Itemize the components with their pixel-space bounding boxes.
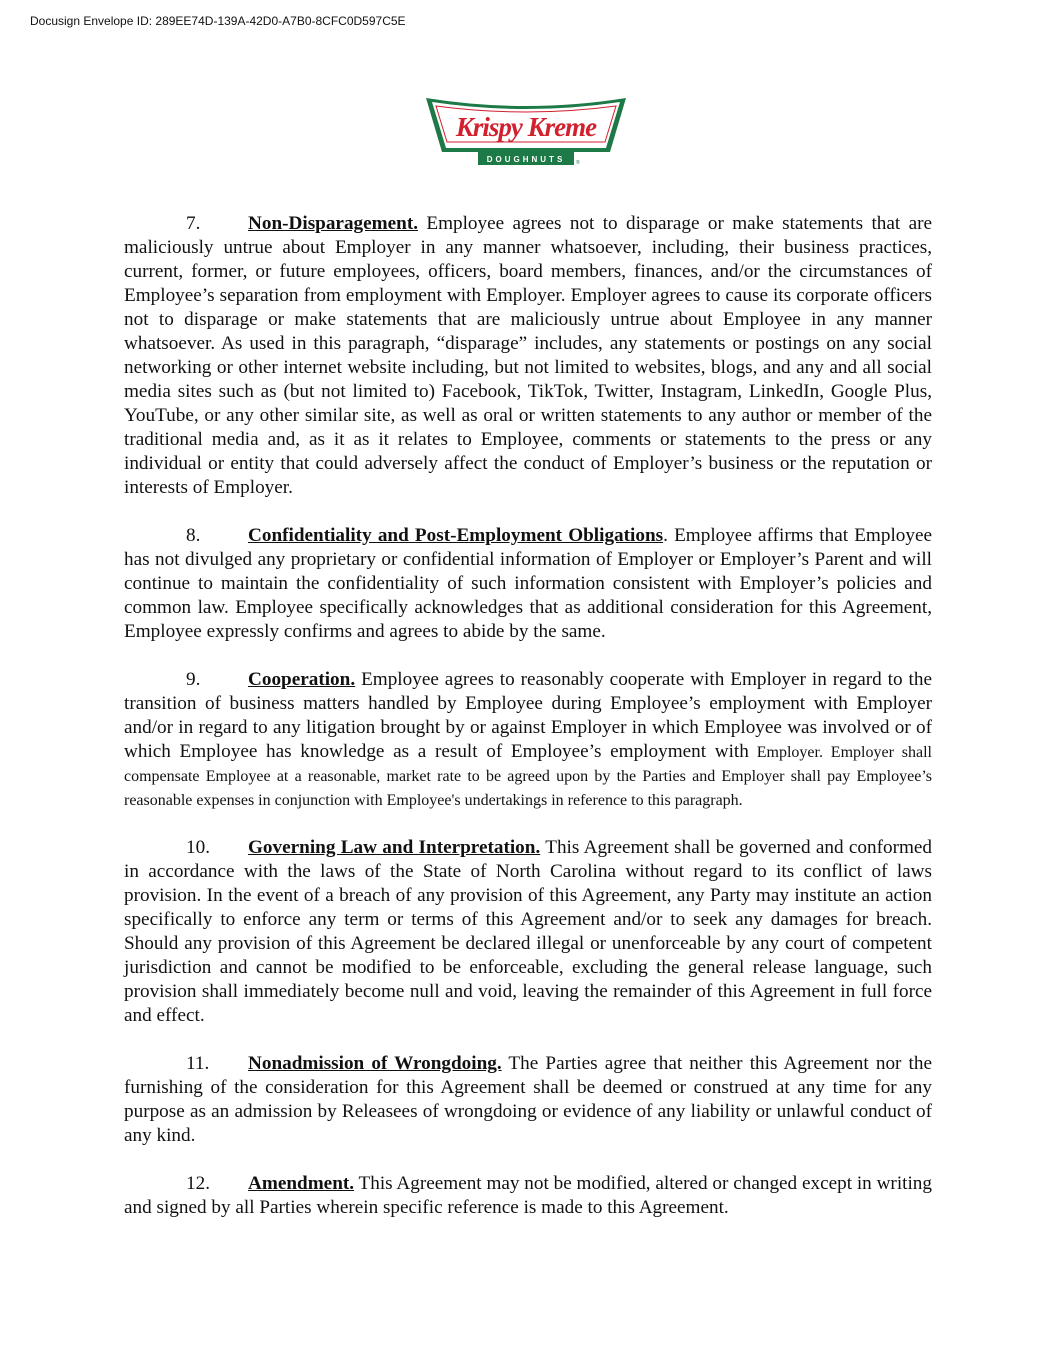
- section-number: 11.: [186, 1053, 210, 1074]
- section-12: [124, 1172, 932, 1220]
- section-heading: Non-Disparagement.: [248, 213, 419, 234]
- registered-mark-icon: ®: [576, 160, 580, 166]
- section-number: 7.: [186, 213, 201, 234]
- logo-subtext: DOUGHNUTS: [486, 155, 566, 164]
- section-9: [124, 668, 932, 812]
- document-body: [124, 212, 932, 1244]
- section-body: This Agreement may not be modified, altered or changed except in writing and signed by all Parties wherein specific reference is made to this Agreement.: [124, 1173, 932, 1218]
- section-heading: Nonadmission of Wrongdoing.: [248, 1053, 502, 1074]
- section-7: [124, 212, 932, 500]
- logo-wordmark: Krispy Kreme: [455, 112, 597, 142]
- section-heading: Cooperation.: [248, 669, 356, 690]
- section-body: This Agreement shall be governed and conformed in accordance with the laws of the State of North Carolina without regard to its conflict of laws provision. In the event of a breach of any provision of this Agreement, any Party may institute an action specifically to enforce any term or terms of this Agreement and/or to seek any damages for breach. Should any provision of this Agreement be declared illegal or unenforceable by any court of competent jurisdiction and cannot be modified to be enforceable, excluding the general release language, such provision shall immediately become null and void, leaving the remainder of this Agreement in full force and effect.: [124, 837, 933, 1026]
- envelope-id: Docusign Envelope ID: 289EE74D-139A-42D0-A7B0-8CFC0D597C5E: [30, 14, 406, 28]
- section-body: Employee agrees to reasonably cooperate with Employer in regard to the transition of business matters handled by Employee during Employee’s employment with Employer and/or in regard to any litigation brought by or against Employer in which Employee was involved or of which Employee has knowledge as a result of Employee’s employment with: [124, 669, 932, 762]
- section-number: 12.: [186, 1173, 210, 1194]
- section-body-small: Employer. Employer shall compensate Employee at a reasonable, market rate to be agreed upon by the Parties and Employer shall pay Employee’s reasonable expenses in conjunction with Employee's undertakings in reference to this paragraph.: [124, 744, 932, 809]
- section-body: Employee affirms that Employee has not divulged any proprietary or confidential information of Employer or Employer’s Parent and will continue to maintain the confidentiality of such information consistent with Employer’s policies and common law. Employee specifically acknowledges that as additional consideration for this Agreement, Employee expressly confirms and agrees to abide by the same.: [124, 525, 932, 642]
- section-heading: Confidentiality and Post-Employment Obligations: [248, 525, 664, 546]
- section-number: 10.: [186, 837, 210, 858]
- section-heading: Governing Law and Interpretation.: [248, 837, 541, 858]
- section-body: The Parties agree that neither this Agreement nor the furnishing of the consideration for this Agreement shall be deemed or construed at any time for any purpose as an admission by Releasees of wrongdoing or evidence of any liability or unlawful conduct of any kind.: [124, 1053, 932, 1146]
- section-11: [124, 1052, 932, 1148]
- section-10: [124, 836, 932, 1028]
- section-heading-trailing: .: [663, 525, 668, 546]
- section-8: [124, 524, 932, 644]
- section-heading: Amendment.: [248, 1173, 355, 1194]
- section-number: 8.: [186, 525, 201, 546]
- section-body: Employee agrees not to disparage or make statements that are maliciously untrue about Employer in any manner whatsoever, including, their business practices, current, former, or future employees, officers, board members, finances, and/or the circumstances of Employee’s separation from employment with Employer. Employer agrees to cause its corporate officers not to disparage or make statements that are maliciously untrue about Employee in any manner whatsoever. As used in this paragraph, “disparage” includes, any statements or postings on any social networking or other internet website including, but not limited to websites, blogs, and any and all social media sites such as (but not limited to) Facebook, TikTok, Twitter, Instagram, LinkedIn, Google Plus, YouTube, or any other similar site, as well as oral or written statements to any author or member of the traditional media and, as it as it relates to Employee, comments or statements to the press or any individual or entity that could adversely affect the conduct of Employer’s business or the reputation or interests of Employer.: [124, 213, 932, 498]
- section-number: 9.: [186, 669, 201, 690]
- krispy-kreme-logo: [424, 96, 628, 168]
